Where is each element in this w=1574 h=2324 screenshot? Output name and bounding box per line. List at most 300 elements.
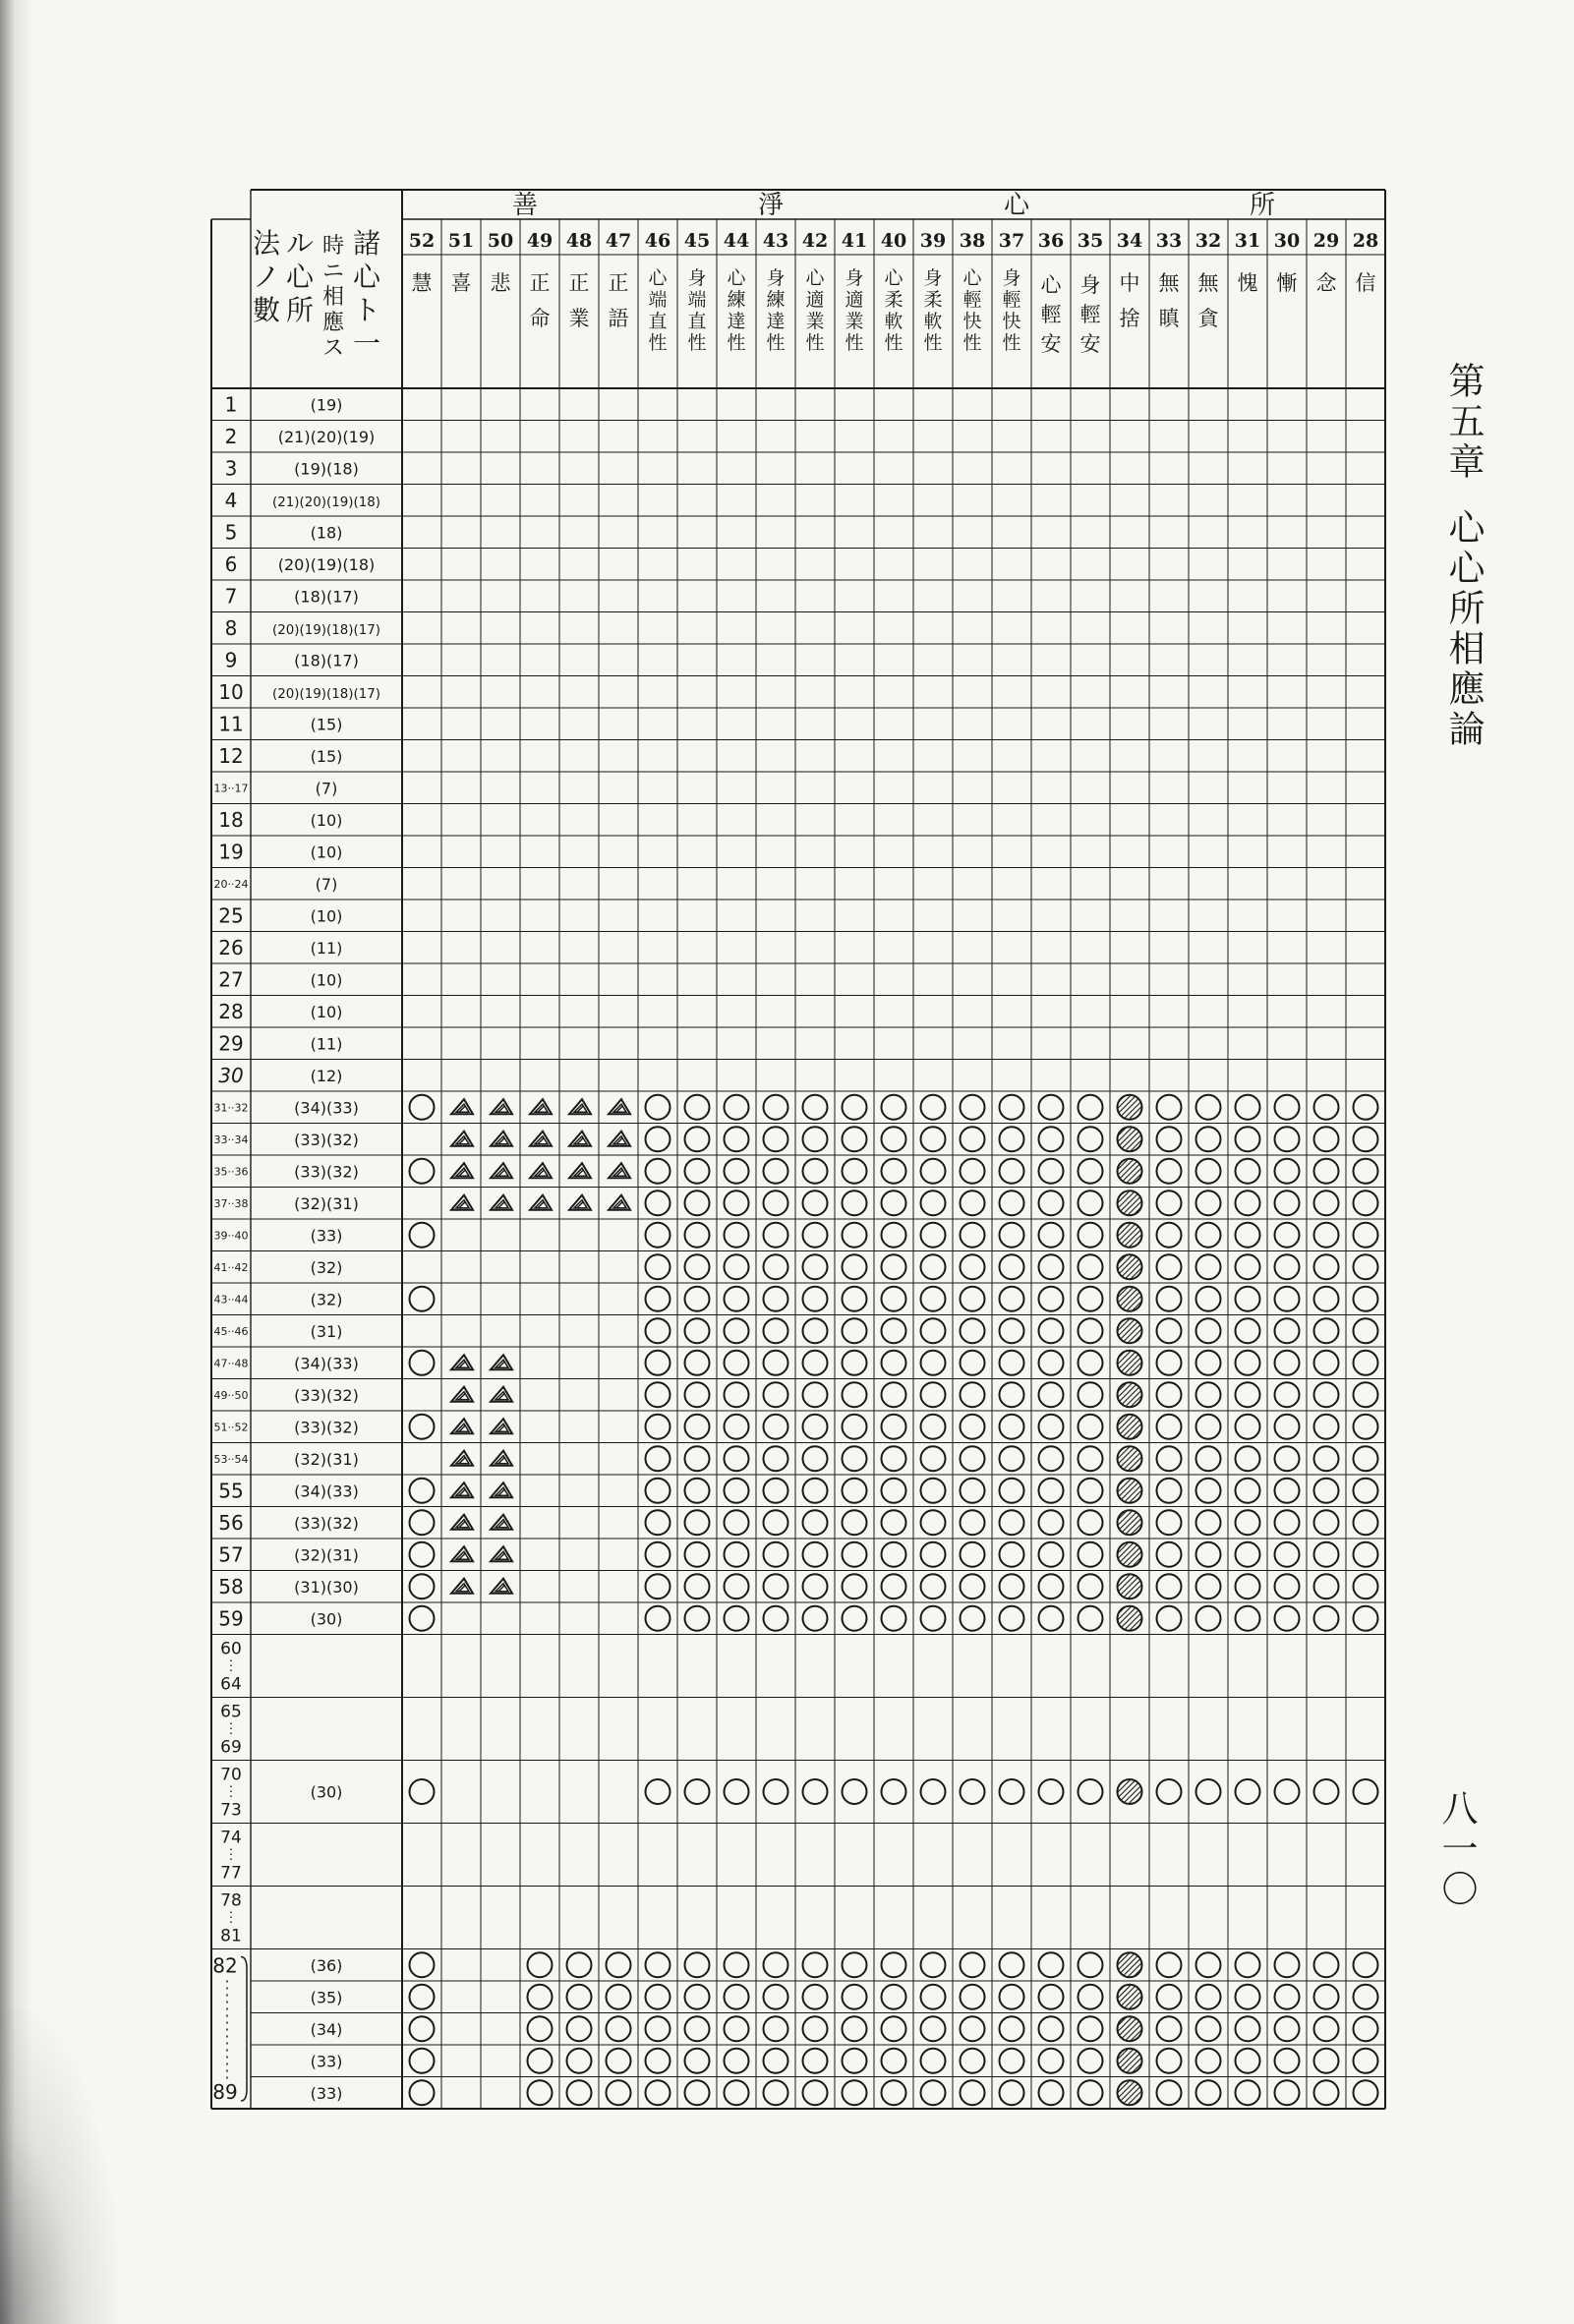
- circle-mark: [1157, 1382, 1182, 1407]
- row-count: (30): [310, 1782, 343, 1802]
- circle-mark: [1000, 1542, 1024, 1567]
- column-label-char: 練: [766, 289, 786, 311]
- triangle-mark: [491, 1195, 512, 1210]
- circle-mark: [1196, 1287, 1221, 1311]
- triangle-mark: [569, 1132, 591, 1146]
- triangle-mark: [569, 1195, 591, 1210]
- circle-mark: [961, 1159, 985, 1184]
- triangle-mark: [530, 1132, 552, 1146]
- circle-mark: [843, 1510, 867, 1535]
- circle-mark: [921, 1127, 946, 1151]
- circle-mark: [1196, 1446, 1221, 1471]
- circle-mark: [921, 1254, 946, 1279]
- triangle-mark: [569, 1099, 591, 1114]
- side-title: [1443, 362, 1483, 750]
- circle-mark: [1354, 1574, 1378, 1598]
- circle-mark: [1039, 1446, 1064, 1471]
- circle-mark: [725, 1191, 749, 1215]
- circle-mark: [1196, 1510, 1221, 1535]
- circle-mark: [1039, 1127, 1064, 1151]
- column-label-char: 身: [845, 267, 864, 289]
- row-count: (15): [310, 715, 343, 734]
- hatched-circle-mark: [1118, 1446, 1142, 1471]
- column-label-char: 輕: [1040, 303, 1062, 326]
- circle-mark: [961, 1415, 985, 1439]
- circle-mark: [1039, 1779, 1064, 1804]
- circle-mark: [528, 2016, 553, 2041]
- circle-mark: [1314, 1952, 1339, 1977]
- circle-mark: [1078, 1415, 1103, 1439]
- circle-mark: [1275, 1351, 1300, 1375]
- circle-mark: [685, 1510, 710, 1535]
- circle-mark: [410, 1415, 435, 1439]
- circle-mark: [764, 1254, 788, 1279]
- circle-mark: [1078, 2049, 1103, 2073]
- column-label-char: 業: [845, 311, 864, 332]
- column-label-char: 業: [805, 311, 825, 332]
- circle-mark: [921, 1415, 946, 1439]
- circle-mark: [843, 1287, 867, 1311]
- row-label: 57: [218, 1542, 244, 1567]
- circle-mark: [1157, 2080, 1182, 2105]
- circle-mark: [646, 1574, 670, 1598]
- circle-mark: [1275, 2049, 1300, 2073]
- column-label-char: 性: [962, 332, 982, 354]
- circle-mark: [1000, 1415, 1024, 1439]
- circle-mark: [882, 1606, 906, 1631]
- circle-mark: [843, 1382, 867, 1407]
- column-number: 41: [841, 230, 868, 252]
- circle-mark: [1157, 1779, 1182, 1804]
- circle-mark: [1078, 1127, 1103, 1151]
- circle-mark: [528, 2080, 553, 2105]
- column-label-char: 心: [648, 267, 668, 289]
- row-count: (33)(32): [294, 1385, 359, 1405]
- circle-mark: [803, 1510, 828, 1535]
- row-label: 49··50: [213, 1388, 249, 1402]
- circle-mark: [882, 1159, 906, 1184]
- circle-mark: [803, 1479, 828, 1503]
- circle-mark: [1039, 1574, 1064, 1598]
- row-label: 74: [220, 1828, 242, 1848]
- corner-header-char: 諸: [352, 227, 381, 260]
- row-count: (31): [310, 1321, 343, 1341]
- circle-mark: [1196, 1574, 1221, 1598]
- column-label-char: 性: [687, 332, 707, 354]
- row-count: (18)(17): [294, 651, 359, 670]
- circle-mark: [803, 1095, 828, 1120]
- hatched-circle-mark: [1118, 1254, 1142, 1279]
- circle-mark: [1000, 1254, 1024, 1279]
- circle-mark: [803, 1952, 828, 1977]
- row-label: 47··48: [213, 1357, 249, 1370]
- hatched-circle-mark: [1118, 1479, 1142, 1503]
- circle-mark: [843, 1779, 867, 1804]
- circle-mark: [410, 2049, 435, 2073]
- row-label: 6: [224, 552, 238, 576]
- row-count: (32)(31): [294, 1193, 359, 1213]
- triangle-mark: [451, 1579, 473, 1594]
- circle-mark: [1236, 1223, 1260, 1248]
- circle-mark: [725, 1606, 749, 1631]
- circle-mark: [1314, 1287, 1339, 1311]
- row-count: (12): [310, 1066, 343, 1085]
- circle-mark: [961, 1382, 985, 1407]
- row-label: 77: [220, 1863, 242, 1884]
- triangle-mark: [451, 1099, 473, 1114]
- circle-mark: [961, 1191, 985, 1215]
- circle-mark: [1354, 1351, 1378, 1375]
- column-label-char: 性: [845, 332, 864, 354]
- circle-mark: [1314, 1510, 1339, 1535]
- circle-mark: [567, 1952, 592, 1977]
- circle-mark: [882, 2049, 906, 2073]
- circle-mark: [725, 1479, 749, 1503]
- circle-mark: [1157, 1223, 1182, 1248]
- circle-mark: [725, 1574, 749, 1598]
- triangle-mark: [609, 1132, 630, 1146]
- circle-mark: [1039, 1985, 1064, 2009]
- circle-mark: [410, 1606, 435, 1631]
- circle-mark: [1196, 1479, 1221, 1503]
- row-count: (18): [310, 523, 343, 543]
- circle-mark: [685, 1779, 710, 1804]
- circle-mark: [1196, 1952, 1221, 1977]
- column-label-char: 瞋: [1158, 307, 1180, 330]
- circle-mark: [1275, 1542, 1300, 1567]
- column-label-char: 性: [805, 332, 825, 354]
- circle-mark: [882, 1415, 906, 1439]
- circle-mark: [1157, 1479, 1182, 1503]
- row-label: 51··52: [213, 1421, 249, 1434]
- circle-mark: [882, 1952, 906, 1977]
- circle-mark: [921, 1779, 946, 1804]
- circle-mark: [685, 1446, 710, 1471]
- circle-mark: [725, 1318, 749, 1343]
- row-label: 4: [224, 488, 238, 512]
- circle-mark: [803, 1779, 828, 1804]
- circle-mark: [646, 1223, 670, 1248]
- circle-mark: [843, 1318, 867, 1343]
- triangle-mark: [569, 1163, 591, 1178]
- circle-mark: [961, 1779, 985, 1804]
- circle-mark: [843, 1479, 867, 1503]
- circle-mark: [1275, 1191, 1300, 1215]
- row-label: 26: [218, 935, 244, 959]
- circle-mark: [882, 1479, 906, 1503]
- circle-mark: [803, 1318, 828, 1343]
- row-count: (15): [310, 746, 343, 766]
- group-header-char: 心: [1003, 191, 1030, 220]
- table-svg: [211, 190, 1396, 2110]
- circle-mark: [685, 1287, 710, 1311]
- column-label-char: 念: [1315, 271, 1337, 295]
- circle-mark: [725, 1382, 749, 1407]
- circle-mark: [1275, 2080, 1300, 2105]
- circle-mark: [1314, 1574, 1339, 1598]
- circle-mark: [843, 1985, 867, 2009]
- circle-mark: [1314, 2016, 1339, 2041]
- column-number: 37: [998, 230, 1025, 252]
- circle-mark: [725, 1542, 749, 1567]
- triangle-mark: [491, 1163, 512, 1178]
- circle-mark: [1236, 2049, 1260, 2073]
- column-number: 49: [526, 230, 554, 252]
- circle-mark: [725, 1159, 749, 1184]
- circle-mark: [882, 1542, 906, 1567]
- column-label-char: 軟: [884, 311, 904, 332]
- row-label: 28: [218, 999, 244, 1023]
- circle-mark: [646, 1127, 670, 1151]
- circle-mark: [646, 2080, 670, 2105]
- circle-mark: [843, 1351, 867, 1375]
- circle-mark: [961, 2049, 985, 2073]
- circle-mark: [921, 1095, 946, 1120]
- circle-mark: [1000, 2016, 1024, 2041]
- circle-mark: [646, 1287, 670, 1311]
- row-count: (11): [310, 938, 343, 958]
- group-header-char: 淨: [757, 191, 785, 220]
- circle-mark: [410, 1952, 435, 1977]
- row-label: 19: [218, 840, 244, 864]
- circle-mark: [961, 1574, 985, 1598]
- circle-mark: [921, 1479, 946, 1503]
- circle-mark: [646, 1159, 670, 1184]
- corner-header-char: ニ: [321, 260, 345, 284]
- circle-mark: [1000, 1159, 1024, 1184]
- column-label-char: 達: [766, 311, 786, 332]
- column-label-char: 快: [1002, 311, 1021, 332]
- circle-mark: [1275, 2016, 1300, 2041]
- circle-mark: [1078, 1446, 1103, 1471]
- circle-mark: [1236, 1479, 1260, 1503]
- column-number: 33: [1155, 230, 1183, 252]
- circle-mark: [1000, 2080, 1024, 2105]
- row-label: 43··44: [213, 1293, 249, 1307]
- column-label-char: 安: [1040, 332, 1062, 356]
- circle-mark: [843, 1223, 867, 1248]
- circle-mark: [410, 1479, 435, 1503]
- circle-mark: [961, 1446, 985, 1471]
- circle-mark: [1236, 1606, 1260, 1631]
- circle-mark: [1196, 1606, 1221, 1631]
- circle-mark: [1314, 1985, 1339, 2009]
- hatched-circle-mark: [1118, 2016, 1142, 2041]
- circle-mark: [1236, 1542, 1260, 1567]
- circle-mark: [921, 1159, 946, 1184]
- circle-mark: [1354, 2016, 1378, 2041]
- hatched-circle-mark: [1118, 1779, 1142, 1804]
- circle-mark: [1078, 1382, 1103, 1407]
- circle-mark: [528, 2049, 553, 2073]
- circle-mark: [1236, 1985, 1260, 2009]
- column-label-char: 柔: [923, 289, 943, 311]
- circle-mark: [1275, 1446, 1300, 1471]
- circle-mark: [1078, 1542, 1103, 1567]
- circle-mark: [882, 1318, 906, 1343]
- circle-mark: [725, 2080, 749, 2105]
- circle-mark: [1275, 1223, 1300, 1248]
- column-label-char: 身: [1002, 267, 1021, 289]
- circle-mark: [1314, 1779, 1339, 1804]
- column-label-char: 性: [648, 332, 668, 354]
- hatched-circle-mark: [1118, 1382, 1142, 1407]
- triangle-mark: [491, 1419, 512, 1433]
- column-number: 36: [1037, 230, 1065, 252]
- hatched-circle-mark: [1118, 1095, 1142, 1120]
- circle-mark: [1039, 1318, 1064, 1343]
- circle-mark: [1275, 1287, 1300, 1311]
- row-label: 13··17: [213, 782, 249, 795]
- circle-mark: [843, 2016, 867, 2041]
- circle-mark: [1078, 2080, 1103, 2105]
- circle-mark: [725, 1351, 749, 1375]
- circle-mark: [1039, 1159, 1064, 1184]
- column-label-char: 正: [529, 271, 551, 295]
- column-label-char: 練: [727, 289, 746, 311]
- row-count: (33): [310, 2083, 343, 2103]
- row-label: 60: [220, 1639, 242, 1659]
- row-label: 5: [224, 520, 238, 545]
- triangle-mark: [609, 1099, 630, 1114]
- circle-mark: [921, 1287, 946, 1311]
- circle-mark: [882, 1191, 906, 1215]
- circle-mark: [1157, 1574, 1182, 1598]
- corner-header-char: 應: [321, 311, 345, 335]
- circle-mark: [646, 1952, 670, 1977]
- triangle-mark: [451, 1482, 473, 1497]
- circle-mark: [1157, 1415, 1182, 1439]
- hatched-circle-mark: [1118, 2049, 1142, 2073]
- row-label: 59: [218, 1606, 244, 1631]
- column-label-char: 心: [1040, 273, 1062, 297]
- row-count: (10): [310, 1002, 343, 1021]
- circle-mark: [803, 1382, 828, 1407]
- circle-mark: [882, 1446, 906, 1471]
- row-count: (7): [315, 874, 338, 894]
- hatched-circle-mark: [1118, 1318, 1142, 1343]
- circle-mark: [1039, 1254, 1064, 1279]
- circle-mark: [1157, 1095, 1182, 1120]
- circle-mark: [1000, 1479, 1024, 1503]
- circle-mark: [1078, 1985, 1103, 2009]
- circle-mark: [1039, 1351, 1064, 1375]
- hatched-circle-mark: [1118, 1127, 1142, 1151]
- hatched-circle-mark: [1118, 1415, 1142, 1439]
- column-label-char: 語: [608, 307, 629, 330]
- row-label: 10: [218, 679, 244, 704]
- hatched-circle-mark: [1118, 1159, 1142, 1184]
- circle-mark: [1000, 1985, 1024, 2009]
- circle-mark: [685, 1479, 710, 1503]
- circle-mark: [646, 1415, 670, 1439]
- circle-mark: [764, 2016, 788, 2041]
- circle-mark: [921, 1574, 946, 1598]
- circle-mark: [1078, 1159, 1103, 1184]
- group-label-start: 82: [212, 1953, 238, 1978]
- column-label-char: 中: [1119, 271, 1140, 295]
- triangle-mark: [491, 1355, 512, 1369]
- circle-mark: [961, 1318, 985, 1343]
- column-label-char: 身: [766, 267, 786, 289]
- circle-mark: [1078, 2016, 1103, 2041]
- chapter-subject: 心心所相應論: [1442, 508, 1485, 750]
- group-header-char: 所: [1249, 191, 1276, 220]
- column-label-char: 輕: [1002, 289, 1021, 311]
- circle-mark: [1236, 2016, 1260, 2041]
- circle-mark: [646, 1382, 670, 1407]
- circle-mark: [764, 1095, 788, 1120]
- circle-mark: [1275, 1159, 1300, 1184]
- circle-mark: [764, 1952, 788, 1977]
- circle-mark: [1275, 1574, 1300, 1598]
- circle-mark: [882, 2080, 906, 2105]
- column-label-char: 適: [845, 289, 864, 311]
- hatched-circle-mark: [1118, 2080, 1142, 2105]
- row-count: (30): [310, 1609, 343, 1629]
- circle-mark: [567, 2016, 592, 2041]
- circle-mark: [1157, 1952, 1182, 1977]
- circle-mark: [1039, 1510, 1064, 1535]
- column-label-char: 心: [962, 267, 982, 289]
- row-label: 2: [224, 424, 238, 448]
- corner-header-char: 時: [321, 234, 345, 259]
- circle-mark: [528, 1952, 553, 1977]
- circle-mark: [764, 1191, 788, 1215]
- circle-mark: [764, 1574, 788, 1598]
- triangle-mark: [451, 1355, 473, 1369]
- column-label-char: 正: [568, 271, 590, 295]
- circle-mark: [1157, 1542, 1182, 1567]
- circle-mark: [961, 1351, 985, 1375]
- circle-mark: [410, 1287, 435, 1311]
- circle-mark: [646, 1779, 670, 1804]
- triangle-mark: [530, 1163, 552, 1178]
- circle-mark: [1275, 1779, 1300, 1804]
- circle-mark: [1078, 1779, 1103, 1804]
- row-label: 27: [218, 967, 244, 992]
- circle-mark: [843, 1159, 867, 1184]
- circle-mark: [764, 1542, 788, 1567]
- circle-mark: [1196, 1382, 1221, 1407]
- circle-mark: [921, 1606, 946, 1631]
- column-label-char: 性: [884, 332, 904, 354]
- row-count: (33)(32): [294, 1162, 359, 1182]
- column-number: 32: [1195, 230, 1222, 252]
- row-label: 35··36: [213, 1165, 249, 1179]
- circle-mark: [646, 1095, 670, 1120]
- circle-mark: [1354, 1415, 1378, 1439]
- circle-mark: [764, 1382, 788, 1407]
- circle-mark: [1000, 1446, 1024, 1471]
- hatched-circle-mark: [1118, 1223, 1142, 1248]
- circle-mark: [921, 1446, 946, 1471]
- circle-mark: [410, 1574, 435, 1598]
- row-count: (20)(19)(18)(17): [272, 686, 380, 702]
- circle-mark: [1039, 1606, 1064, 1631]
- circle-mark: [410, 1510, 435, 1535]
- circle-mark: [646, 1542, 670, 1567]
- circle-mark: [1157, 1159, 1182, 1184]
- row-label: 56: [218, 1510, 244, 1535]
- row-label: 70: [220, 1765, 242, 1785]
- circle-mark: [646, 2016, 670, 2041]
- column-number: 52: [408, 230, 436, 252]
- column-number: 45: [683, 230, 711, 252]
- triangle-mark: [530, 1195, 552, 1210]
- circle-mark: [882, 1779, 906, 1804]
- circle-mark: [1078, 1254, 1103, 1279]
